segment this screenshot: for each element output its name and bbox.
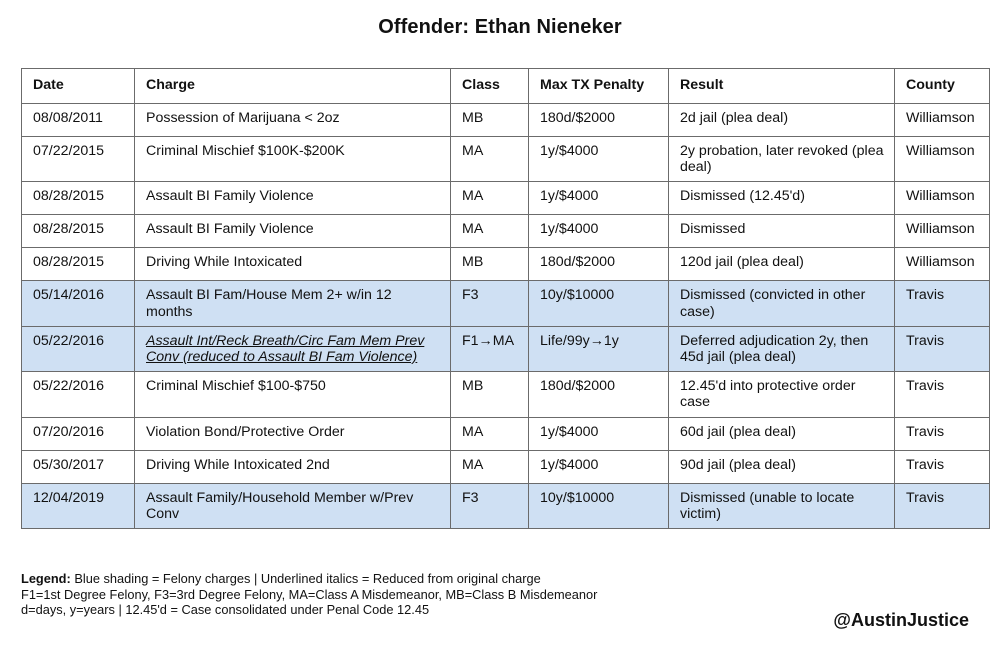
cell-penalty: Life/99y→1y	[529, 326, 669, 371]
table-row	[22, 450, 990, 483]
cell-result: 2d jail (plea deal)	[669, 104, 895, 137]
cell-charge: Assault BI Family Violence	[135, 182, 451, 215]
cell-class: MB	[451, 372, 529, 417]
legend-line-1	[21, 571, 597, 587]
cell-charge-reduced	[135, 326, 451, 371]
column-header-max-penalty: Max TX Penalty	[529, 69, 669, 104]
column-header-date: Date	[22, 69, 135, 104]
cell-county: Travis	[895, 326, 990, 371]
cell-county: Travis	[895, 483, 990, 528]
social-handle: @AustinJustice	[833, 610, 969, 630]
table-row	[22, 372, 990, 417]
reduced-charge-text: Assault Int/Reck Breath/Circ Fam Mem Prev Conv (reduced to Assault BI Fam Violence)	[146, 332, 425, 366]
cell-class: MA	[451, 417, 529, 450]
cell-penalty: 1y/$4000	[529, 215, 669, 248]
table-row-felony	[22, 483, 990, 528]
legend-line-2: F1=1st Degree Felony, F3=3rd Degree Felony, MA=Class A Misdemeanor, MB=Class B Misdemeanor	[21, 586, 598, 602]
cell-class: MB	[451, 104, 529, 137]
cell-date: 05/14/2016	[22, 281, 135, 326]
cell-county: Travis	[895, 417, 990, 450]
cell-date: 12/04/2019	[22, 483, 135, 528]
cell-penalty: 10y/$10000	[529, 483, 669, 528]
cell-penalty: 1y/$4000	[529, 417, 669, 450]
cell-date: 05/22/2016	[22, 372, 135, 417]
cell-county: Williamson	[895, 215, 990, 248]
cell-charge: Criminal Mischief $100-$750	[135, 372, 451, 417]
cell-class: MA	[451, 182, 529, 215]
cell-result: 12.45'd into protective order case	[669, 372, 895, 417]
cell-result: Dismissed	[669, 215, 895, 248]
table-row	[22, 215, 990, 248]
cell-county: Williamson	[895, 137, 990, 182]
cell-penalty: 1y/$4000	[529, 182, 669, 215]
table-row	[22, 137, 990, 182]
cell-date: 05/22/2016	[22, 326, 135, 371]
offense-table	[21, 68, 990, 529]
cell-county: Travis	[895, 450, 990, 483]
cell-county: Williamson	[895, 248, 990, 281]
cell-date: 05/30/2017	[22, 450, 135, 483]
cell-class: F3	[451, 483, 529, 528]
cell-county: Williamson	[895, 104, 990, 137]
table-row	[22, 417, 990, 450]
cell-class: F3	[451, 281, 529, 326]
cell-result: 2y probation, later revoked (plea deal)	[669, 137, 895, 182]
cell-date: 07/20/2016	[22, 417, 135, 450]
cell-result: 120d jail (plea deal)	[669, 248, 895, 281]
cell-county: Williamson	[895, 182, 990, 215]
cell-county: Travis	[895, 372, 990, 417]
table-body	[22, 104, 990, 529]
cell-result: 60d jail (plea deal)	[669, 417, 895, 450]
cell-penalty: 1y/$4000	[529, 450, 669, 483]
cell-charge: Possession of Marijuana < 2oz	[135, 104, 451, 137]
cell-date: 08/28/2015	[22, 215, 135, 248]
table-row-felony	[22, 281, 990, 326]
cell-county: Travis	[895, 281, 990, 326]
cell-penalty: 180d/$2000	[529, 104, 669, 137]
cell-date: 08/28/2015	[22, 248, 135, 281]
cell-charge: Assault BI Family Violence	[135, 215, 451, 248]
legend-line-3: d=days, y=years | 12.45'd = Case consolidated under Penal Code 12.45	[21, 602, 430, 618]
column-header-result: Result	[669, 69, 895, 104]
cell-result: 90d jail (plea deal)	[669, 450, 895, 483]
cell-class: MA	[451, 450, 529, 483]
cell-class: MA	[451, 137, 529, 182]
cell-penalty: 10y/$10000	[529, 281, 669, 326]
cell-charge: Criminal Mischief $100K-$200K	[135, 137, 451, 182]
cell-penalty: 180d/$2000	[529, 372, 669, 417]
column-header-county: County	[895, 69, 990, 104]
cell-charge: Assault BI Fam/House Mem 2+ w/in 12 months	[135, 281, 451, 326]
cell-class: MA	[451, 215, 529, 248]
table-row	[22, 182, 990, 215]
table-row	[22, 248, 990, 281]
cell-result: Dismissed (unable to locate victim)	[669, 483, 895, 528]
cell-charge: Violation Bond/Protective Order	[135, 417, 451, 450]
cell-result: Dismissed (convicted in other case)	[669, 281, 895, 326]
cell-result: Dismissed (12.45'd)	[669, 182, 895, 215]
cell-penalty: 1y/$4000	[529, 137, 669, 182]
table-header-row	[22, 69, 990, 104]
cell-date: 07/22/2015	[22, 137, 135, 182]
cell-charge: Driving While Intoxicated	[135, 248, 451, 281]
cell-result: Deferred adjudication 2y, then 45d jail (plea deal)	[669, 326, 895, 371]
table-row-felony	[22, 326, 990, 371]
legend	[21, 571, 597, 618]
table-row	[22, 104, 990, 137]
cell-class: F1→MA	[451, 326, 529, 371]
column-header-class: Class	[451, 69, 529, 104]
cell-charge: Assault Family/Household Member w/Prev Conv	[135, 483, 451, 528]
page-title: Offender: Ethan Nieneker	[378, 16, 622, 38]
cell-class: MB	[451, 248, 529, 281]
cell-penalty: 180d/$2000	[529, 248, 669, 281]
legend-shading-text: Blue shading = Felony charges | Underlined italics = Reduced from original charge	[70, 571, 541, 586]
column-header-charge: Charge	[135, 69, 451, 104]
cell-date: 08/08/2011	[22, 104, 135, 137]
cell-charge: Driving While Intoxicated 2nd	[135, 450, 451, 483]
legend-label: Legend:	[21, 571, 71, 586]
cell-date: 08/28/2015	[22, 182, 135, 215]
